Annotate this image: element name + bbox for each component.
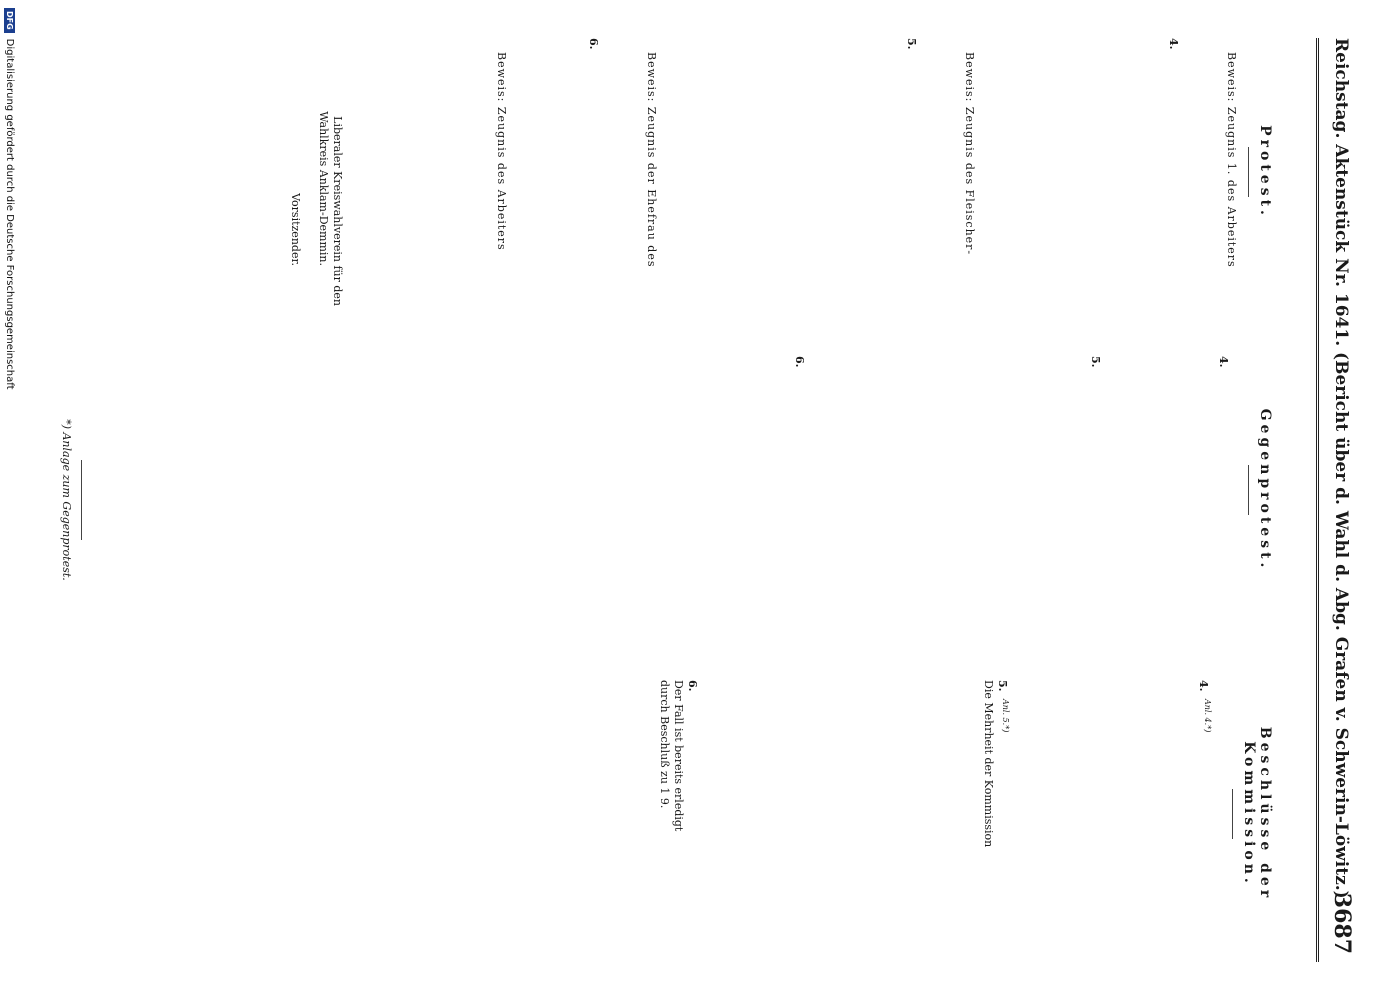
- beschluss-item-5: [939, 680, 1013, 948]
- text-line: [736, 356, 750, 624]
- column-beschluesse: [641, 680, 1273, 948]
- text-line: [1060, 356, 1074, 624]
- footnote-block: [60, 38, 82, 962]
- proof-block: [1196, 52, 1238, 306]
- text-line: Der Fall ist bereits erledigt: [671, 680, 685, 832]
- text-line: [1140, 680, 1154, 948]
- text-line: durch Beschluß zu 1 9.: [657, 680, 671, 809]
- text-line: [394, 38, 408, 306]
- text-line: [408, 38, 422, 306]
- text-line: [366, 38, 380, 306]
- text-line: [848, 38, 862, 306]
- imprint-text: Digitalisierung gefördert durch die Deutsche Forschungsgemeinschaft: [4, 38, 15, 390]
- text-line: [544, 38, 558, 306]
- protest-item-4: [984, 38, 1180, 306]
- text-line: [638, 356, 652, 624]
- page-number: 3687: [1329, 892, 1355, 954]
- text-line: [1124, 38, 1138, 306]
- text-line: [1132, 356, 1146, 624]
- annex-reference: Anl. 4.*): [1203, 698, 1212, 733]
- text-line: [953, 680, 967, 948]
- page-title: Reichstag. Aktenstück Nr. 1641. (Bericht über d. Wahl d. Abg. Grafen v. Schwerin-Löwitz.): [1331, 38, 1351, 899]
- header-rule: [1316, 38, 1319, 962]
- item-number: 5.: [1089, 356, 1102, 368]
- column-heading-rule: [1248, 465, 1249, 515]
- text-line: [666, 356, 680, 624]
- text-line: [722, 38, 736, 306]
- text-line: [876, 38, 890, 306]
- text-line: [1118, 356, 1132, 624]
- proof-block: [934, 52, 976, 306]
- text-line: [1126, 680, 1140, 948]
- text-line: [1042, 680, 1056, 948]
- text-line: [948, 52, 962, 306]
- signature-line: Vorsitzender.: [289, 193, 302, 266]
- column-heading-rule: [1248, 147, 1249, 197]
- column-heading-rule: [1232, 789, 1233, 839]
- text-line: [1152, 38, 1166, 306]
- column-heading-beschluesse: Beschlüsse der Kommission.: [1241, 726, 1273, 902]
- text-line: [666, 38, 680, 306]
- text-line: [998, 38, 1012, 306]
- dfg-logo: DFG: [4, 8, 15, 33]
- text-line: [1146, 356, 1160, 624]
- text-line: [764, 38, 778, 306]
- text-line: [616, 52, 630, 306]
- footnote-rule: [81, 460, 82, 540]
- text-line: [1112, 680, 1126, 948]
- text-line: [764, 356, 778, 624]
- text-line: [558, 38, 572, 306]
- text-line: [778, 38, 792, 306]
- proof-block: [616, 52, 658, 306]
- gegenprotest-item-5: [1046, 356, 1102, 624]
- item-number: 6.: [793, 356, 806, 368]
- item-number: 4.: [1167, 38, 1180, 50]
- item-number: 5.: [995, 680, 1009, 692]
- text-line: [1110, 38, 1124, 306]
- text-line: [1012, 38, 1026, 306]
- text-line: Beweis: Zeugnis 1. des Arbeiters: [1225, 52, 1238, 268]
- text-line: [1028, 680, 1042, 948]
- text-line: [736, 38, 750, 306]
- signature-block: [288, 38, 344, 306]
- text-line: [862, 38, 876, 306]
- text-line: [708, 356, 722, 624]
- annex-reference: Anl. 5.*): [1001, 698, 1011, 733]
- text-line: [1138, 38, 1152, 306]
- text-line: [890, 38, 904, 306]
- text-line: [694, 356, 708, 624]
- text-line: [1056, 680, 1070, 948]
- text-line: [1202, 356, 1216, 624]
- text-line: [1196, 52, 1210, 306]
- text-line: [1174, 356, 1188, 624]
- protest-item-5: [666, 38, 918, 306]
- text-line: [1074, 356, 1088, 624]
- text-line: [934, 52, 948, 306]
- signature-line: Wahlkreis Anklam-Demmin.: [317, 111, 330, 266]
- text-line: [572, 38, 586, 306]
- text-line: [722, 356, 736, 624]
- text-line: Beweis: Zeugnis des Arbeiters: [495, 52, 508, 251]
- text-line: [939, 680, 953, 948]
- signature-line: [302, 38, 316, 306]
- text-line: [1026, 38, 1040, 306]
- gegenprotest-item-6: [624, 356, 806, 624]
- text-line: [1098, 680, 1112, 948]
- text-line: [750, 356, 764, 624]
- beschluss-item-6: [657, 680, 699, 948]
- footnote: *) Anlage zum Gegenprotest.: [60, 419, 73, 581]
- protest-closing: [366, 38, 450, 306]
- text-line: [708, 38, 722, 306]
- text-line: [1168, 680, 1182, 948]
- text-line: [694, 38, 708, 306]
- text-line: Beweis: Zeugnis der Ehefrau des: [645, 52, 658, 268]
- proof-block: [466, 52, 508, 306]
- text-line: [652, 356, 666, 624]
- protest-item-6: [516, 38, 600, 306]
- digitization-imprint: [4, 8, 15, 390]
- page-header: [1303, 38, 1363, 962]
- text-line: [530, 38, 544, 306]
- text-line: [680, 356, 694, 624]
- text-line: [516, 38, 530, 306]
- item-number: 6.: [685, 680, 699, 692]
- text-line: [1046, 356, 1060, 624]
- item-number: 5.: [905, 38, 918, 50]
- column-protest: [288, 38, 1273, 306]
- text-line: [1210, 52, 1224, 306]
- text-line: [967, 680, 981, 948]
- column-heading-gegenprotest: Gegenprotest.: [1257, 408, 1273, 572]
- item-number: 4.: [1197, 680, 1211, 692]
- item-number: 6.: [587, 38, 600, 50]
- beschluss-item-4: [1028, 680, 1214, 948]
- text-line: [1082, 38, 1096, 306]
- text-line: [806, 38, 820, 306]
- text-line: [750, 38, 764, 306]
- text-line: [834, 38, 848, 306]
- text-line: [1160, 356, 1174, 624]
- text-line: [466, 52, 480, 306]
- text-line: [1188, 356, 1202, 624]
- text-line: [1070, 680, 1084, 948]
- text-line: [480, 52, 494, 306]
- text-line: [436, 38, 450, 306]
- column-heading-protest: Protest.: [1257, 125, 1273, 219]
- text-line: [1040, 38, 1054, 306]
- text-line: [1068, 38, 1082, 306]
- text-line: [1154, 680, 1168, 948]
- column-gegenprotest: [608, 356, 1273, 624]
- text-line: [680, 38, 694, 306]
- signature-line: Liberaler Kreiswahlverein für den: [331, 116, 344, 306]
- text-line: [820, 38, 834, 306]
- text-line: [1182, 680, 1196, 948]
- text-line: [422, 38, 436, 306]
- text-line: [984, 38, 998, 306]
- text-line: [778, 356, 792, 624]
- text-line: [1054, 38, 1068, 306]
- text-line: [624, 356, 638, 624]
- text-line: [380, 38, 394, 306]
- item-number: 4.: [1217, 356, 1230, 368]
- text-line: [630, 52, 644, 306]
- text-line: Beweis: Zeugnis des Fleischer-: [963, 52, 976, 256]
- text-line: Die Mehrheit der Kommission: [981, 680, 995, 848]
- text-line: [1084, 680, 1098, 948]
- gegenprotest-item-4: [1118, 356, 1230, 624]
- text-line: [792, 38, 806, 306]
- text-line: [1096, 38, 1110, 306]
